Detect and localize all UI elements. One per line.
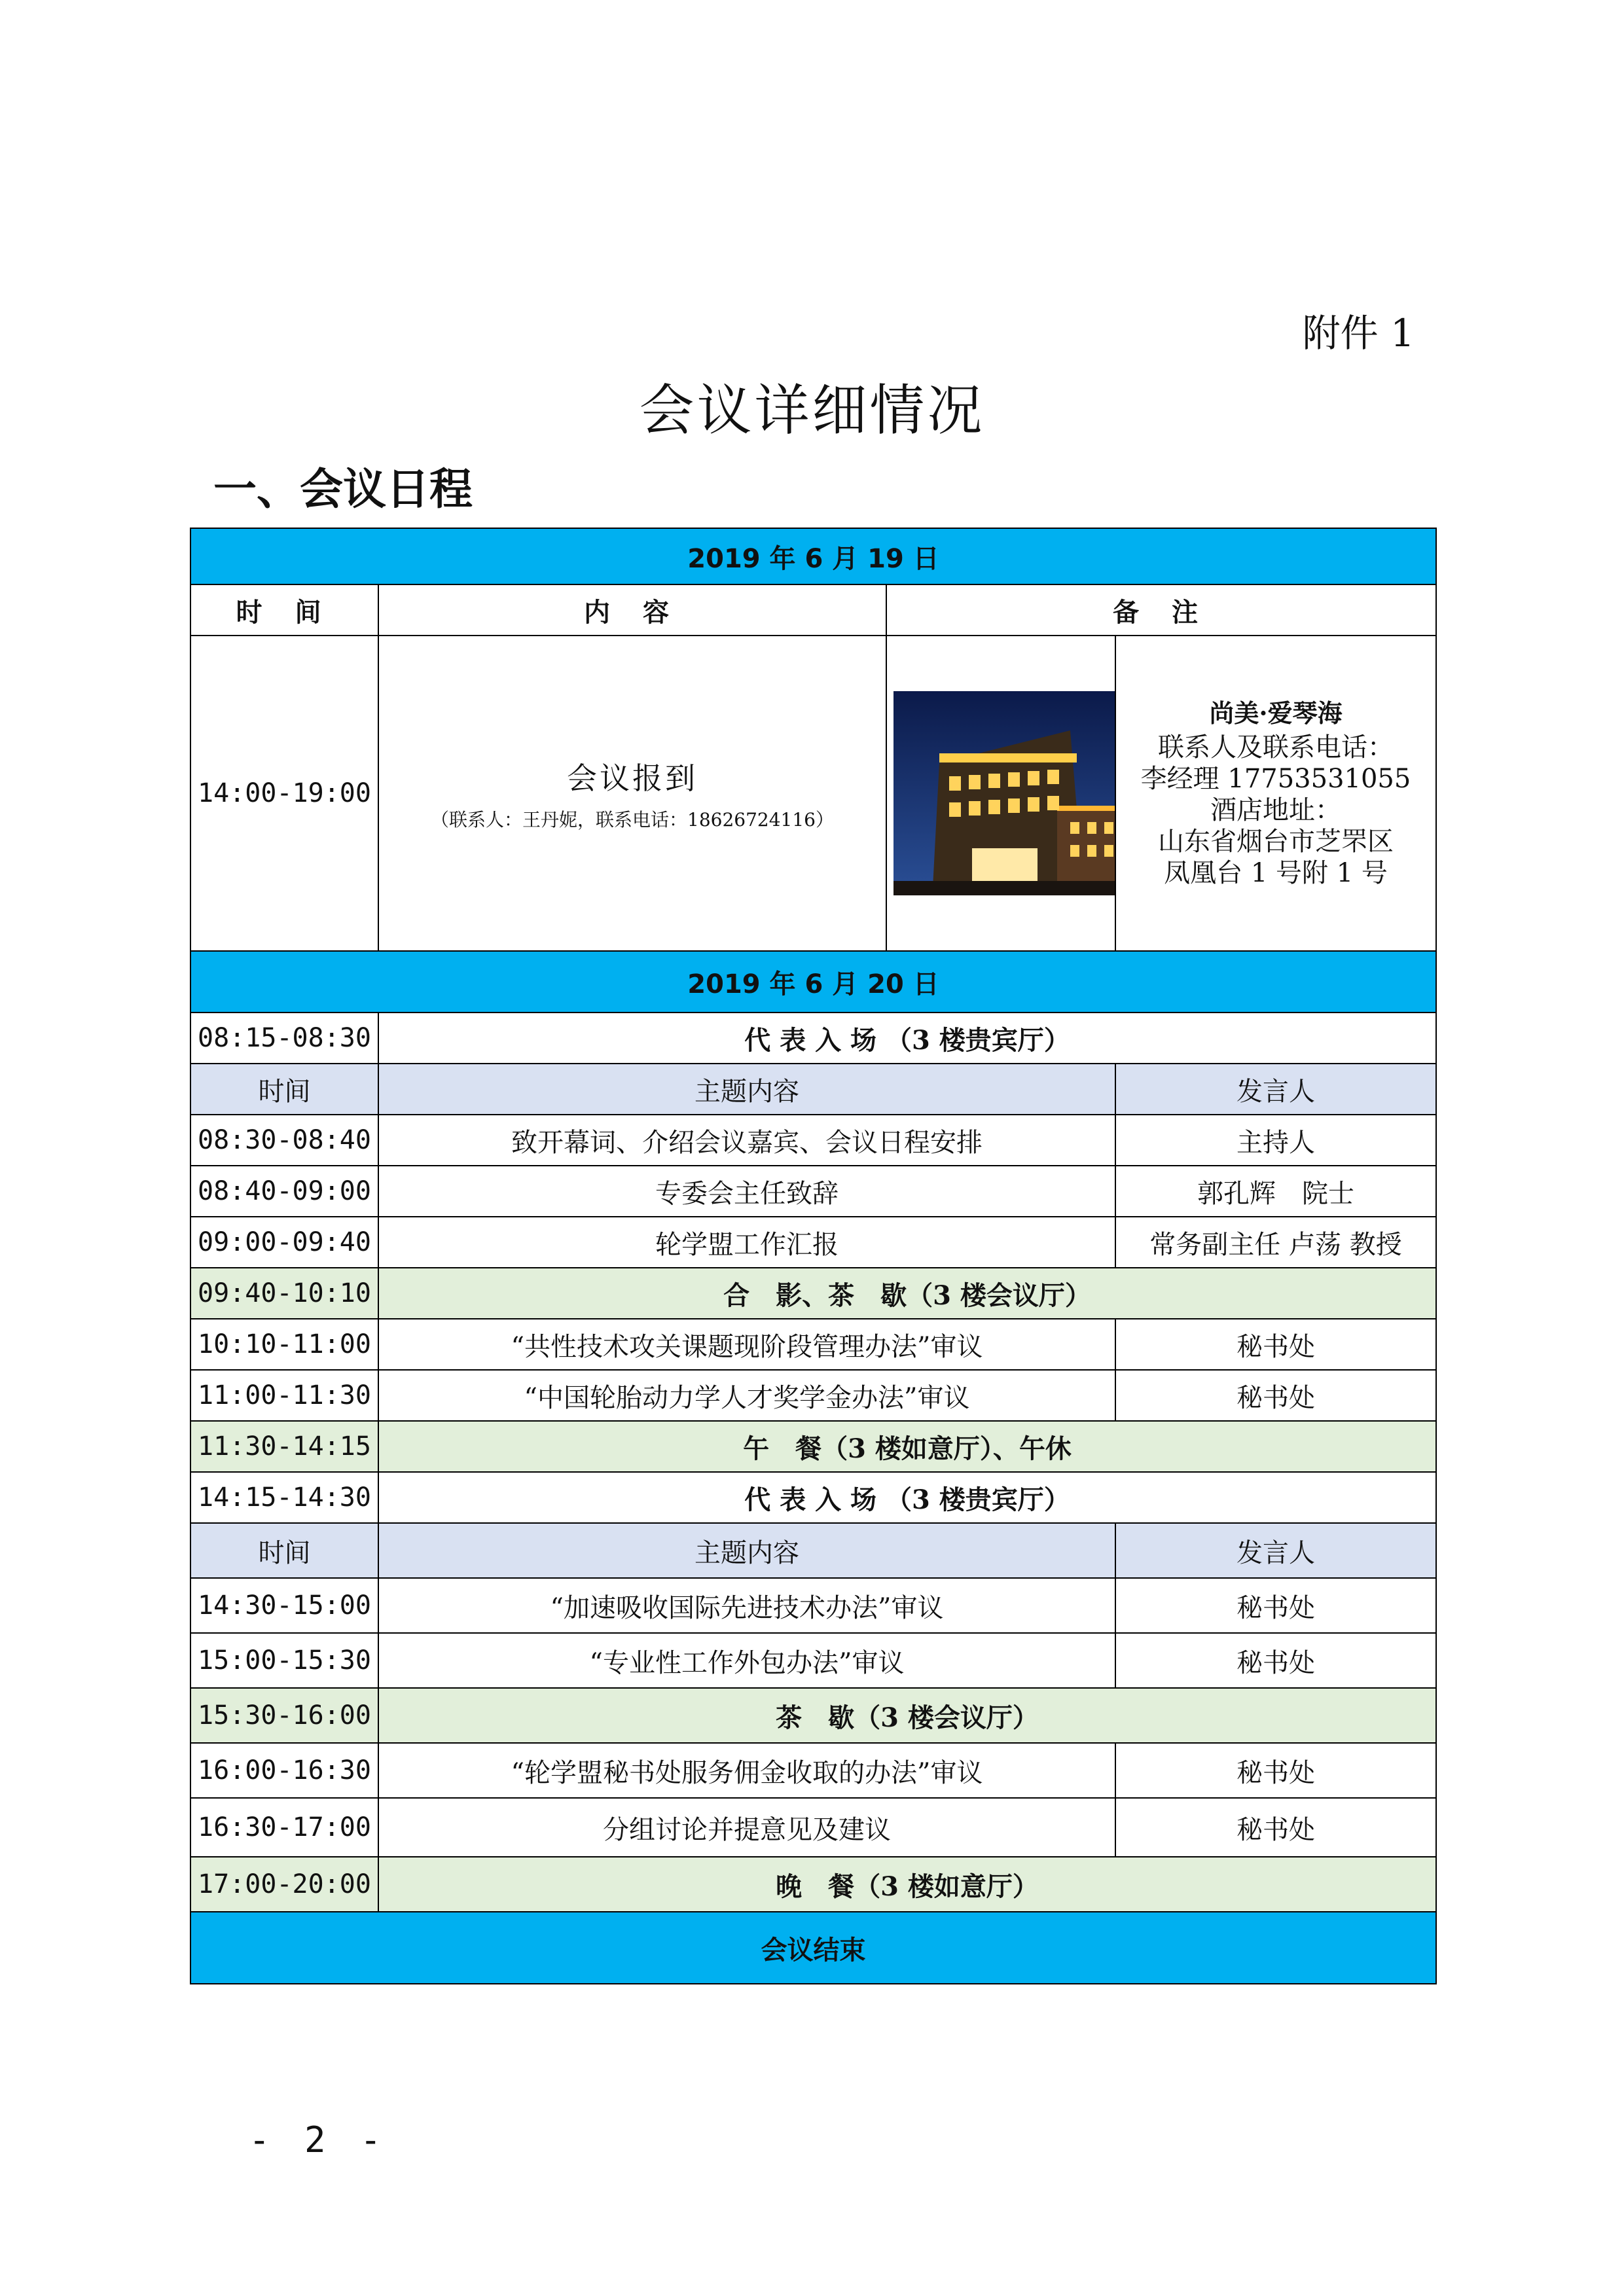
row-event: 茶 歇（3 楼会议厅）: [378, 1688, 1436, 1743]
page-title: 会议详细情况: [639, 378, 985, 442]
column-header-time: 时间: [190, 1064, 378, 1115]
schedule-row: [190, 1633, 1436, 1688]
column-header-time: 时间: [190, 1523, 378, 1578]
row-time: 14:30-15:00: [190, 1578, 378, 1633]
schedule-row: [190, 1217, 1436, 1268]
column-header-row: [190, 1523, 1436, 1578]
registration-contact: （联系人：王丹妮，联系电话：18626724116）: [431, 809, 834, 831]
hotel-photo-cell: [886, 636, 1115, 951]
hotel-address-label: 酒店地址：: [1210, 795, 1341, 825]
day1-date-row: [190, 528, 1436, 584]
registration-time: 14:00-19:00: [190, 636, 378, 951]
column-header-topic: 主题内容: [378, 1523, 1115, 1578]
day1-header-content: 内 容: [378, 584, 886, 636]
row-time: 09:00-09:40: [190, 1217, 378, 1268]
row-topic: “中国轮胎动力学人才奖学金办法”审议: [378, 1370, 1115, 1421]
registration-row: [190, 636, 1436, 951]
row-time: 08:30-08:40: [190, 1115, 378, 1166]
row-time: 09:40-10:10: [190, 1268, 378, 1319]
row-speaker: 常务副主任 卢荡 教授: [1115, 1217, 1436, 1268]
row-topic: “共性技术攻关课题现阶段管理办法”审议: [378, 1319, 1115, 1370]
row-event: 合 影、茶 歇（3 楼会议厅）: [378, 1268, 1436, 1319]
row-speaker: 秘书处: [1115, 1370, 1436, 1421]
row-time: 08:40-09:00: [190, 1166, 378, 1217]
meeting-end-row: [190, 1912, 1436, 1984]
hotel-info: [1115, 636, 1436, 951]
schedule-row: [190, 1370, 1436, 1421]
row-topic: 专委会主任致辞: [378, 1166, 1115, 1217]
column-header-topic: 主题内容: [378, 1064, 1115, 1115]
column-header-row: [190, 1064, 1436, 1115]
hotel-contact-label: 联系人及联系电话：: [1158, 732, 1394, 762]
row-event: 午 餐（3 楼如意厅）、午休: [378, 1421, 1436, 1472]
annex-label: 附件 1: [1302, 311, 1415, 355]
row-speaker: 秘书处: [1115, 1578, 1436, 1633]
day2-date: 2019 年 6 月 20 日: [190, 951, 1436, 1013]
row-topic: 轮学盟工作汇报: [378, 1217, 1115, 1268]
row-time: 11:30-14:15: [190, 1421, 378, 1472]
row-speaker: 秘书处: [1115, 1633, 1436, 1688]
row-time: 15:00-15:30: [190, 1633, 378, 1688]
entry-row: [190, 1013, 1436, 1064]
column-header-speaker: 发言人: [1115, 1064, 1436, 1115]
section-heading: 一、会议日程: [213, 464, 473, 514]
registration-title: 会议报到: [567, 761, 698, 796]
row-topic: “专业性工作外包办法”审议: [378, 1633, 1115, 1688]
row-speaker: 郭孔辉 院士: [1115, 1166, 1436, 1217]
row-event: 代 表 入 场 （3 楼贵宾厅）: [378, 1013, 1436, 1064]
row-time: 11:00-11:30: [190, 1370, 378, 1421]
row-speaker: 主持人: [1115, 1115, 1436, 1166]
page-number: - 2 -: [249, 2119, 388, 2161]
schedule-row: [190, 1798, 1436, 1857]
hotel-name: 尚美·爱琴海: [1209, 698, 1343, 728]
day1-header-time: 时 间: [190, 584, 378, 636]
day2-date-row: [190, 951, 1436, 1013]
hotel-address-line2: 凤凰台 1 号附 1 号: [1164, 858, 1388, 888]
break-row: [190, 1421, 1436, 1472]
row-speaker: 秘书处: [1115, 1319, 1436, 1370]
schedule-row: [190, 1743, 1436, 1798]
day1-header-notes: 备 注: [886, 584, 1436, 636]
schedule-row: [190, 1578, 1436, 1633]
row-topic: 分组讨论并提意见及建议: [378, 1798, 1115, 1857]
row-topic: 致开幕词、介绍会议嘉宾、会议日程安排: [378, 1115, 1115, 1166]
row-topic: “加速吸收国际先进技术办法”审议: [378, 1578, 1115, 1633]
schedule-table: [190, 528, 1437, 1984]
meeting-end: 会议结束: [190, 1912, 1436, 1984]
break-row: [190, 1857, 1436, 1912]
row-time: 16:00-16:30: [190, 1743, 378, 1798]
row-time: 15:30-16:00: [190, 1688, 378, 1743]
hotel-photo: [893, 691, 1115, 895]
hotel-address-line1: 山东省烟台市芝罘区: [1158, 827, 1394, 857]
row-time: 14:15-14:30: [190, 1472, 378, 1523]
schedule-row: [190, 1319, 1436, 1370]
schedule-row: [190, 1115, 1436, 1166]
break-row: [190, 1688, 1436, 1743]
registration-content: [378, 636, 886, 951]
column-header-speaker: 发言人: [1115, 1523, 1436, 1578]
day1-header-row: [190, 584, 1436, 636]
row-time: 17:00-20:00: [190, 1857, 378, 1912]
row-time: 08:15-08:30: [190, 1013, 378, 1064]
row-time: 16:30-17:00: [190, 1798, 378, 1857]
day1-date: 2019 年 6 月 19 日: [190, 528, 1436, 584]
entry-row: [190, 1472, 1436, 1523]
row-time: 10:10-11:00: [190, 1319, 378, 1370]
hotel-contact: 李经理 17753531055: [1140, 764, 1411, 794]
row-event: 代 表 入 场 （3 楼贵宾厅）: [378, 1472, 1436, 1523]
row-event: 晚 餐（3 楼如意厅）: [378, 1857, 1436, 1912]
row-topic: “轮学盟秘书处服务佣金收取的办法”审议: [378, 1743, 1115, 1798]
schedule-row: [190, 1166, 1436, 1217]
row-speaker: 秘书处: [1115, 1798, 1436, 1857]
break-row: [190, 1268, 1436, 1319]
row-speaker: 秘书处: [1115, 1743, 1436, 1798]
